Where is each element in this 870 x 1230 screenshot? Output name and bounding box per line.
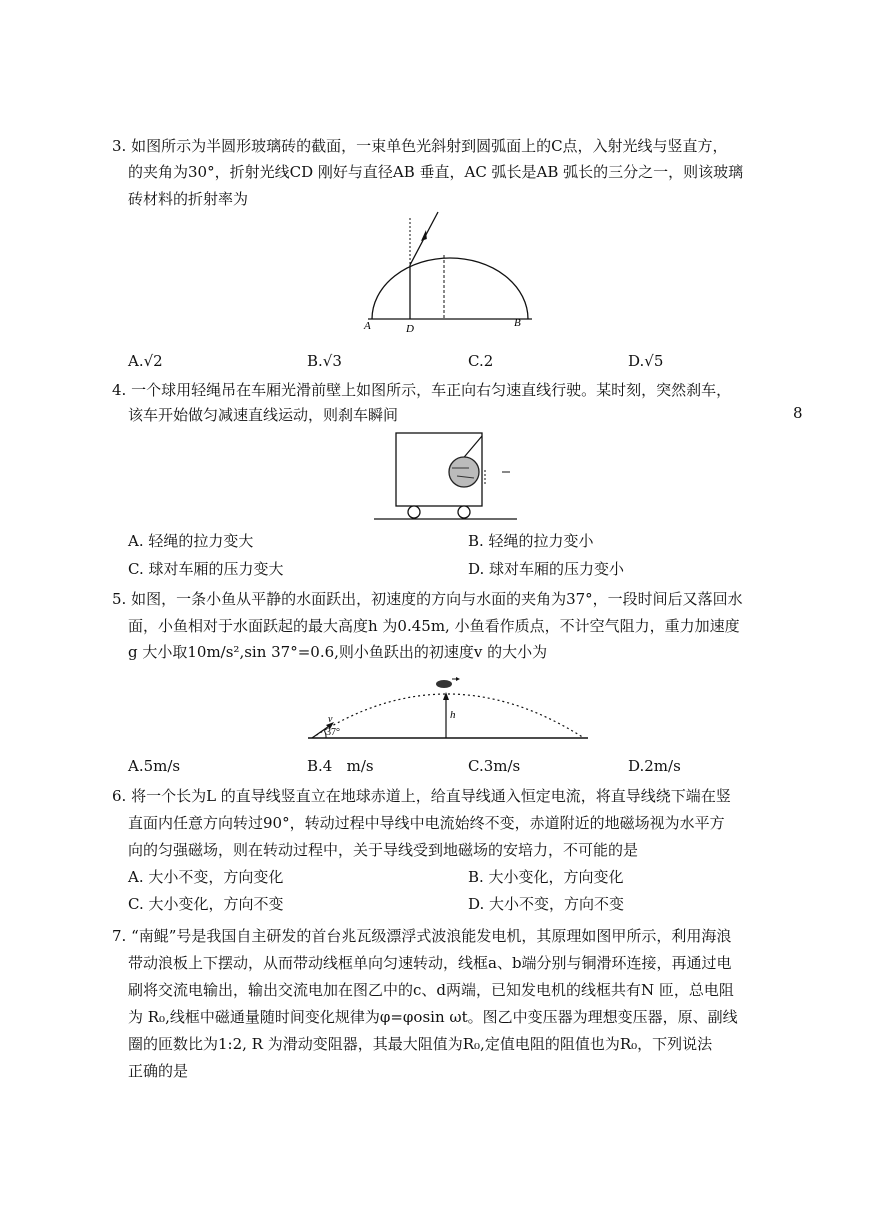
q4-line-2: 该车开始做匀减速直线运动，则刹车瞬间	[128, 406, 399, 424]
q6-line-1: 6. 将一个长为L 的直导线竖直立在地球赤道上，给直导线通入恒定电流，将直导线绕下端在竖	[112, 787, 731, 805]
q3-label-d: D	[406, 323, 414, 335]
q4-wheel-rear	[458, 506, 470, 518]
page-number: 8	[793, 404, 803, 422]
q4-ball	[449, 457, 479, 487]
q6-line-3: 向的匀强磁场，则在转动过程中，关于导线受到地磁场的安培力，不可能的是	[128, 841, 639, 859]
q3-label-a: A	[364, 320, 371, 332]
q3-figure	[360, 210, 540, 335]
q5-option-c: C.3m/s	[468, 757, 521, 775]
q6-option-c: C. 大小变化，方向不变	[128, 895, 284, 913]
q3-option-c: C.2	[468, 352, 494, 370]
q3-label-b: B	[514, 317, 521, 329]
q5-option-a: A.5m/s	[128, 757, 181, 775]
q3-option-b: B.√3	[307, 352, 342, 370]
q5-label-h: h	[450, 709, 456, 721]
q3-option-a: A.√2	[128, 352, 163, 370]
q3-line-2: 的夹角为30°，折射光线CD 刚好与直径AB 垂直，AC 弧长是AB 弧长的三分之一，则该玻璃	[128, 163, 744, 181]
q5-figure	[300, 672, 592, 744]
q4-option-a: A. 轻绳的拉力变大	[128, 532, 254, 550]
q4-wheel-front	[408, 506, 420, 518]
q4-option-d: D. 球对车厢的压力变小	[468, 560, 625, 578]
q7-line-5: 圈的匝数比为1:2, R 为滑动变阻器，其最大阻值为R₀,定值电阻的阻值也为R₀，下列说法	[128, 1035, 713, 1053]
q7-line-4: 为 R₀,线框中磁通量随时间变化规律为φ=φosin ωt。图乙中变压器为理想变压器，原、副线	[128, 1008, 738, 1026]
q5-option-b: B.4 m/s	[307, 757, 374, 775]
q3-option-d: D.√5	[628, 352, 664, 370]
q3-line-3: 砖材料的折射率为	[128, 190, 249, 208]
q7-line-6: 正确的是	[128, 1062, 189, 1080]
q6-option-d: D. 大小不变，方向不变	[468, 895, 625, 913]
q3-semicircle	[372, 258, 528, 319]
q4-option-b: B. 轻绳的拉力变小	[468, 532, 594, 550]
q6-option-a: A. 大小不变，方向变化	[128, 868, 284, 886]
q7-line-3: 刷将交流电输出，输出交流电加在图乙中的c、d两端，已知发电机的线框共有N 匝，总电阻	[128, 981, 734, 999]
q5-line-3: g 大小取10m/s²,sin 37°=0.6,则小鱼跃出的初速度v 的大小为	[128, 643, 548, 661]
q5-line-1: 5. 如图，一条小鱼从平静的水面跃出，初速度的方向与水面的夹角为37°，一段时间后又落回水	[112, 590, 743, 608]
q5-fish	[436, 680, 452, 688]
q5-label-angle: 37°	[326, 727, 340, 738]
q6-option-b: B. 大小变化，方向变化	[468, 868, 624, 886]
q5-trajectory	[312, 694, 584, 738]
q3-line-1: 3. 如图所示为半圆形玻璃砖的截面，一束单色光斜射到圆弧面上的C点，入射光线与竖直方，	[112, 137, 728, 155]
q7-line-2: 带动浪板上下摆动，从而带动线框单向匀速转动，线框a、b端分别与铜滑环连接，再通过电	[128, 954, 732, 972]
q4-figure	[372, 428, 522, 523]
q4-line-1: 4. 一个球用轻绳吊在车厢光滑前壁上如图所示，车正向右匀速直线行驶。某时刻，突然刹车，	[112, 381, 732, 399]
q4-option-c: C. 球对车厢的压力变大	[128, 560, 284, 578]
q5-label-v: v	[328, 714, 333, 725]
q5-option-d: D.2m/s	[628, 757, 681, 775]
q5-line-2: 面，小鱼相对于水面跃起的最大高度h 为0.45m, 小鱼看作质点，不计空气阻力，重力加速度	[128, 617, 740, 635]
q6-line-2: 直面内任意方向转过90°，转动过程中导线中电流始终不变，赤道附近的地磁场视为水平方	[128, 814, 725, 832]
q7-line-1: 7. “南鲲”号是我国自主研发的首台兆瓦级漂浮式波浪能发电机，其原理如图甲所示，利用海浪	[112, 927, 732, 945]
